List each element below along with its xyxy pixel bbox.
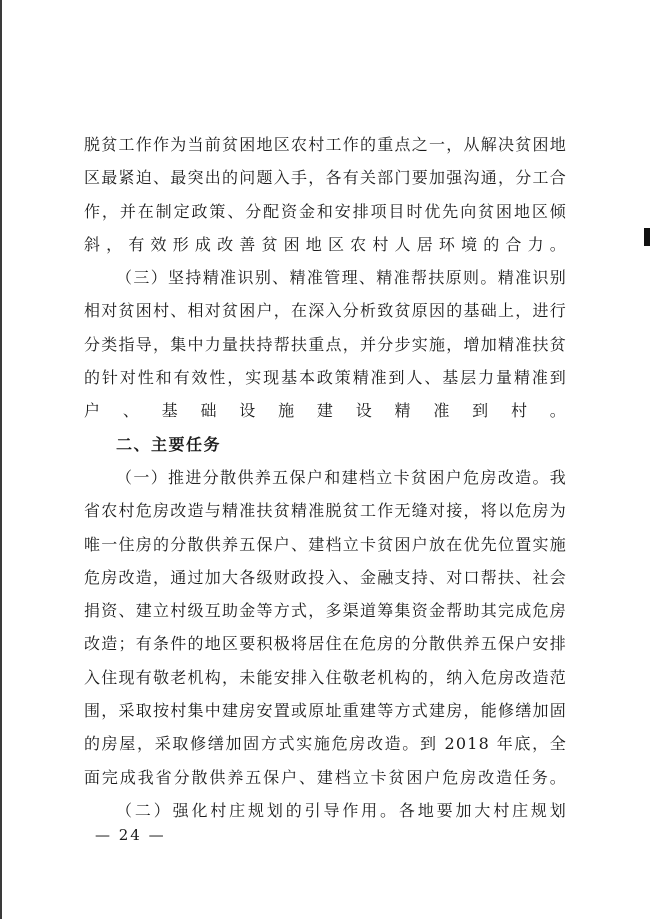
paragraph-4: （二）强化村庄规划的引导作用。各地要加大村庄规划: [116, 800, 567, 820]
page-left-edge: [0, 0, 2, 919]
section-heading: 二、主要任务: [116, 434, 222, 454]
paragraph-3: （一）推进分散供养五保户和建档立卡贫困户危房改造。我省农村危房改造与精准扶贫精准脱贫工作无缝对接，将以危房为唯一住房的分散供养五保户、建档立卡贫困户放在优先位置实施危房改造，通过加大各级财政投入、金融支持、对口帮扶、社会捐资、建立村级互助金等方式，多渠道筹集资金帮助其完成危房改造；有条件的地区要积极将居住在危房的分散供养五保户安排入住现有敬老机构，未能安排入住敬老机构的，纳入危房改造范围，采取按村集中建房安置或原址重建等方式建房，能修缮加固的房屋，采取修缮加固方式实施危房改造。到 2018 年底，全面完成我省分散供养五保户、建档立卡贫困户危房改造任务。: [84, 467, 567, 787]
margin-mark: [644, 228, 650, 246]
paragraph-1: 脱贫工作作为当前贫困地区农村工作的重点之一，从解决贫困地区最紧迫、最突出的问题入手，各有关部门要加强沟通，分工合作，并在制定政策、分配资金和安排项目时优先向贫困地区倾斜，有效形成改善贫困地区农村人居环境的合力。: [84, 135, 567, 254]
document-body: [84, 128, 567, 827]
paragraph-2: （三）坚持精准识别、精准管理、精准帮扶原则。精准识别相对贫困村、相对贫困户，在深入分析致贫原因的基础上，进行分类指导，集中力量扶持帮扶重点，并分步实施，增加精准扶贫的针对性和有效性，实现基本政策精准到人、基层力量精准到户、基础设施建设精准到村。: [84, 268, 567, 421]
page-number: — 24 —: [95, 826, 166, 844]
